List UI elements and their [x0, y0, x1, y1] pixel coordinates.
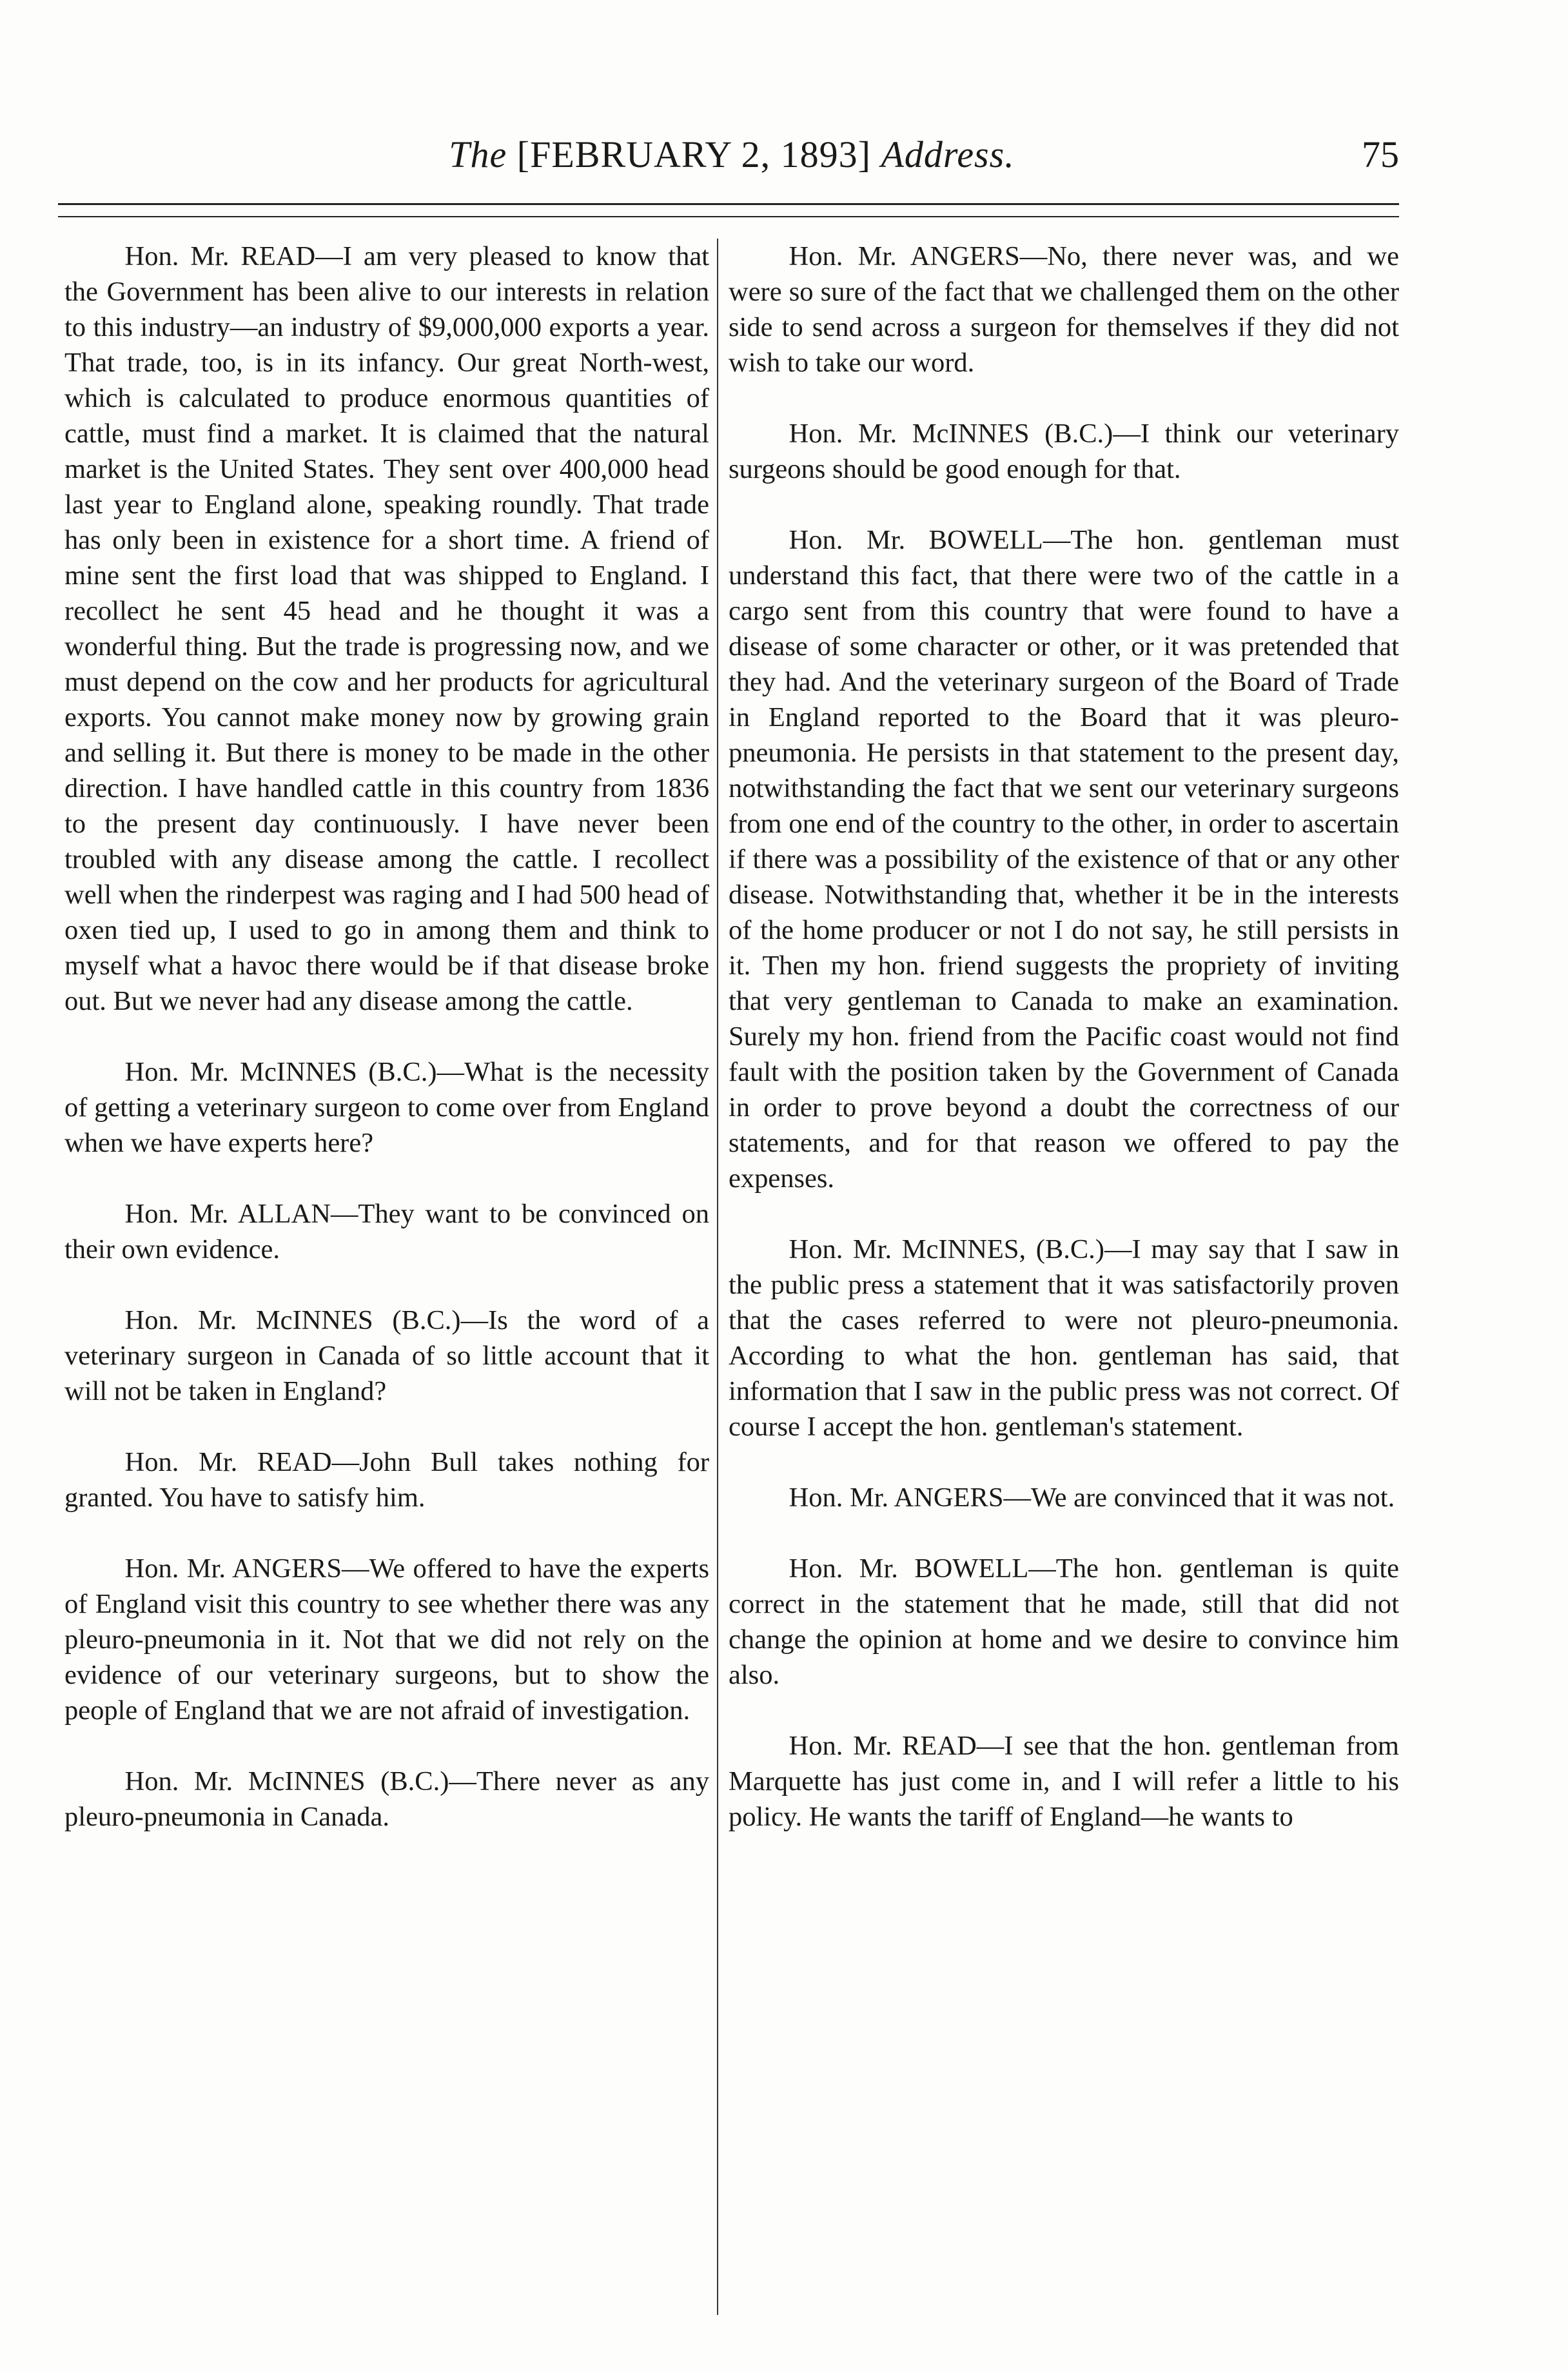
paragraph-bowell-1: Hon. Mr. BOWELL—The hon. gentleman must understand this fact, that there were two of the cattle in a cargo sent from this country that were found to have a disease of some character or other, or it was pretended that they had. And the veterinary surgeon of the Board of Trade in England reported to the Board that it was pleuro-pneumonia. He persists in that statement to the present day, notwithstanding the fact that we sent our veterinary surgeons from one end of the country to the other, in order to ascertain if there was a possibility of the existence of that or any other disease. Notwithstanding that, whether it be in the interests of the home producer or not I do not say, he still persists in it. Then my hon. friend suggests the propriety of inviting that very gentleman to Canada to make an examination. Surely my hon. friend from the Pacific coast would not find fault with the position taken by the Government of Canada in order to prove beyond a doubt the correctness of our statements, and for that reason we offered to pay the expenses.: [729, 525, 1399, 1194]
header-title: [64, 129, 1399, 181]
paragraph-mcinnes-2: Hon. Mr. McINNES (B.C.)—Is the word of a veterinary surgeon in Canada of so little account that it will not be taken in England?: [64, 1305, 709, 1406]
paragraph-read-3: Hon. Mr. READ—I see that the hon. gentleman from Marquette has just come in, and I will refer a little to his policy. He wants the tariff of England—he wants to: [729, 1731, 1399, 1832]
header-rule-thin: [58, 216, 1399, 217]
header-date: [FEBRUARY 2, 1893]: [516, 133, 871, 175]
page-number: 75: [1362, 133, 1399, 175]
paragraph-angers-2: Hon. Mr. ANGERS—No, there never was, and we were so sure of the fact that we challenged them on the other side to send across a surgeon for themselves if they did not wish to take our word.: [729, 241, 1399, 378]
paragraph-mcinnes-4: Hon. Mr. McINNES (B.C.)—I think our veterinary surgeons should be good enough for that.: [729, 418, 1399, 484]
left-column: [64, 239, 709, 1835]
paragraph-read-2: Hon. Mr. READ—John Bull takes nothing for granted. You have to satisfy him.: [64, 1447, 709, 1513]
paragraph-read-1: Hon. Mr. READ—I am very pleased to know that the Government has been alive to our interests in relation to this industry—an industry of $9,000,000 exports a year. That trade, too, is in its infancy. Our great North-west, which is calculated to produce enormous quantities of cattle, must find a market. It is claimed that the natural market is the United States. They sent over 400,000 head last year to England alone, speaking roundly. That trade has only been in existence for a short time. A friend of mine sent the first load that was shipped to England. I recollect he sent 45 head and he thought it was a wonderful thing. But the trade is progressing now, and we must depend on the cow and her products for agricultural exports. You cannot make money now by growing grain and selling it. But there is money to be made in the other direction. I have handled cattle in this country from 1836 to the present day continuously. I have never been troubled with any disease among the cattle. I recollect well when the rinderpest was raging and I had 500 head of oxen tied up, I used to go in among them and think to myself what a havoc there would be if that disease broke out. But we never had any disease among the cattle.: [64, 241, 709, 1016]
paragraph-angers-3: Hon. Mr. ANGERS—We are convinced that it was not.: [789, 1482, 1395, 1513]
paragraph-mcinnes-3: Hon. Mr. McINNES (B.C.)—There never as any pleuro-pneumonia in Canada.: [64, 1766, 709, 1832]
paragraph-mcinnes-5: Hon. Mr. McINNES, (B.C.)—I may say that I saw in the public press a statement that it was satisfactorily proven that the cases referred to were not pleuro-pneumonia. According to what the hon. gentleman has said, that information that I saw in the public press was not correct. Of course I accept the hon. gentleman's statement.: [729, 1234, 1399, 1442]
header-title-prefix: The: [449, 133, 507, 175]
right-column: [729, 239, 1399, 1835]
header-title-suffix: Address.: [881, 133, 1015, 175]
column-divider: [717, 239, 718, 2315]
running-header: [64, 129, 1399, 181]
paragraph-mcinnes-1: Hon. Mr. McINNES (B.C.)—What is the necessity of getting a veterinary surgeon to come over from England when we have experts here?: [64, 1057, 709, 1158]
paragraph-angers-1: Hon. Mr. ANGERS—We offered to have the experts of England visit this country to see whether there was any pleuro-pneumonia in it. Not that we did not rely on the evidence of our veterinary surgeons, but to show the people of England that we are not afraid of investigation.: [64, 1553, 709, 1726]
header-rule: [58, 203, 1399, 205]
paragraph-allan-1: Hon. Mr. ALLAN—They want to be convinced on their own evidence.: [64, 1199, 709, 1265]
paragraph-bowell-2: Hon. Mr. BOWELL—The hon. gentleman is quite correct in the statement that he made, still that did not change the opinion at home and we desire to convince him also.: [729, 1553, 1399, 1690]
